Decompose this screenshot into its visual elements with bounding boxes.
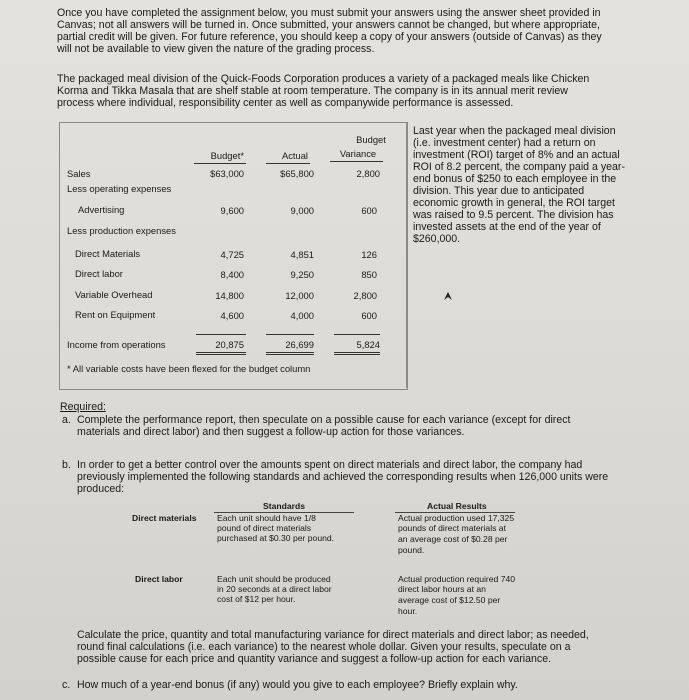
cell-dl-budget: 8,400: [220, 269, 244, 280]
part-a-marker: a.: [62, 414, 71, 426]
calc-line: Calculate the price, quantity and total manufacturing variance for direct materials and direct labor; as needed,: [77, 629, 589, 641]
cell-sales-budget: $63,000: [210, 168, 244, 179]
dl-standard-line: Each unit should be produced: [217, 574, 331, 584]
dm-actual-line: pound.: [398, 545, 425, 555]
cell-dm-budget: 4,725: [220, 249, 244, 260]
sidebar-line: division. This year due to anticipated: [413, 185, 585, 197]
cell-rent-variance: 600: [361, 310, 377, 321]
table-divider: [406, 122, 407, 388]
intro-line: partial credit will be given. For future reference, you should keep a copy of your answers (outside of Canvas) as they: [57, 31, 602, 43]
cell-vo-variance: 2,800: [353, 290, 377, 301]
sidebar-line: ROI of 8.2 percent, the company paid a year-: [413, 161, 625, 173]
row-label-advertising: Advertising: [78, 204, 125, 215]
dl-label: Direct labor: [135, 574, 183, 584]
budget-header: Budget*: [210, 150, 244, 161]
calc-line: possible cause for each price and quantity variance and suggest a follow-up action for each variance.: [77, 653, 552, 665]
dl-actual-line: average cost of $12.50 per: [398, 595, 501, 605]
cell-dl-actual: 9,250: [290, 269, 314, 280]
dm-standard-line: purchased at $0.30 per pound.: [217, 533, 335, 543]
actual-results-header: Actual Results: [427, 501, 487, 511]
table-footnote: * All variable costs have been flexed for the budget column: [67, 363, 311, 374]
double-rule: [266, 354, 314, 355]
actual-header: Actual: [281, 150, 308, 161]
cell-rent-budget: 4,600: [220, 310, 244, 321]
context-line: Korma and Tikka Masala that are shelf stable at room temperature. The company is in its annual merit review: [57, 85, 568, 97]
cell-sales-actual: $65,800: [280, 168, 314, 179]
row-label-rent: Rent on Equipment: [75, 309, 156, 320]
dl-standard-line: cost of $12 per hour.: [217, 594, 296, 604]
row-label-variable-overhead: Variable Overhead: [75, 289, 153, 300]
total-rule: [266, 334, 314, 335]
standards-header: Standards: [263, 501, 306, 511]
cell-advertising-actual: 9,000: [290, 205, 314, 216]
double-rule: [266, 352, 314, 353]
part-b-line: produced:: [77, 483, 125, 495]
total-rule: [334, 334, 380, 335]
cell-dm-variance: 126: [361, 249, 377, 260]
part-a-line: Complete the performance report, then speculate on a possible cause for each variance (except for direct: [77, 414, 571, 426]
part-c-marker: c.: [62, 679, 71, 691]
part-c-line: How much of a year-end bonus (if any) would you give to each employee? Briefly explain why.: [77, 679, 518, 691]
cell-vo-budget: 14,800: [215, 290, 244, 301]
cell-dl-variance: 850: [361, 269, 377, 280]
dm-standard-line: Each unit should have 1/8: [217, 513, 316, 523]
cell-vo-actual: 12,000: [285, 290, 314, 301]
header-underline: [194, 163, 246, 164]
row-label-sales: Sales: [67, 168, 91, 179]
cursor-arrow-icon: [443, 291, 453, 301]
double-rule: [334, 354, 380, 355]
cell-dm-actual: 4,851: [290, 249, 314, 260]
dm-actual-line: an average cost of $0.28 per: [398, 534, 508, 544]
total-rule: [196, 334, 246, 335]
sidebar-line: investment (ROI) target of 8% and an actual: [413, 149, 620, 161]
cell-sales-variance: 2,800: [356, 168, 380, 179]
cell-rent-actual: 4,000: [290, 310, 314, 321]
dl-actual-line: Actual production required 740: [398, 574, 516, 584]
row-label-less-production: Less production expenses: [67, 225, 176, 236]
required-heading: Required:: [60, 401, 106, 413]
dm-actual-line: pounds of direct materials at: [398, 523, 506, 533]
double-rule: [196, 352, 246, 353]
variance-header-bottom: Variance: [339, 148, 377, 159]
part-b-marker: b.: [62, 459, 71, 471]
intro-line: Once you have completed the assignment below, you must submit your answers using the answer sheet provided in: [57, 7, 601, 19]
context-line: The packaged meal division of the Quick-Foods Corporation produces a variety of a packaged meals like Chicken: [57, 73, 590, 85]
dl-actual-line: direct labor hours at an: [398, 584, 486, 594]
part-b-line: previously implemented the following standards and achieved the corresponding results when 126,000 units were: [77, 471, 609, 483]
sidebar-line: (i.e. investment center) had a return on: [413, 137, 596, 149]
dm-actual-line: Actual production used 17,325: [398, 513, 515, 523]
cell-income-budget: 20,875: [215, 339, 244, 350]
cell-advertising-budget: 9,600: [220, 205, 244, 216]
sidebar-line: end bonus of $250 to each employee in the: [413, 173, 617, 185]
cell-advertising-variance: 600: [361, 205, 377, 216]
row-label-less-operating: Less operating expenses: [67, 183, 172, 194]
sidebar-line: economic growth in general, the ROI target: [413, 197, 615, 209]
row-label-direct-materials: Direct Materials: [75, 248, 141, 259]
cell-income-actual: 26,699: [285, 339, 314, 350]
header-underline: [266, 163, 310, 164]
part-b-line: In order to get a better control over the amounts spent on direct materials and direct labor, the company had: [77, 459, 583, 471]
part-a-line: materials and direct labor) and then suggest a follow-up action for those variances.: [77, 426, 465, 438]
sidebar-line: Last year when the packaged meal division: [413, 125, 616, 137]
double-rule: [196, 354, 246, 355]
cell-income-variance: 5,824: [356, 339, 380, 350]
double-rule: [334, 352, 380, 353]
intro-line: will not be available to view given the nature of the grading process.: [57, 43, 375, 55]
dm-label: Direct materials: [132, 513, 197, 523]
variance-header-top: Budget: [356, 134, 386, 145]
row-label-income: Income from operations: [67, 339, 166, 350]
dl-actual-line: hour.: [398, 606, 418, 616]
dm-standard-line: pound of direct materials: [217, 523, 312, 533]
sidebar-line: $260,000.: [413, 233, 461, 245]
calc-line: round final calculations (i.e. each variance) to the nearest whole dollar. Given your results, speculate on a: [77, 641, 571, 653]
context-line: process where individual, responsibility center as well as companywide performance is assessed.: [57, 97, 514, 109]
row-label-direct-labor: Direct labor: [75, 268, 123, 279]
sidebar-line: was raised to 9.5 percent. The division has: [413, 209, 614, 221]
sidebar-line: invested assets at the end of the year of: [413, 221, 601, 233]
dl-standard-line: in 20 seconds at a direct labor: [217, 584, 332, 594]
intro-line: Canvas; not all answers will be turned in. Once submitted, your answers cannot be changed, but where appropriate,: [57, 19, 600, 31]
header-underline: [330, 161, 383, 162]
